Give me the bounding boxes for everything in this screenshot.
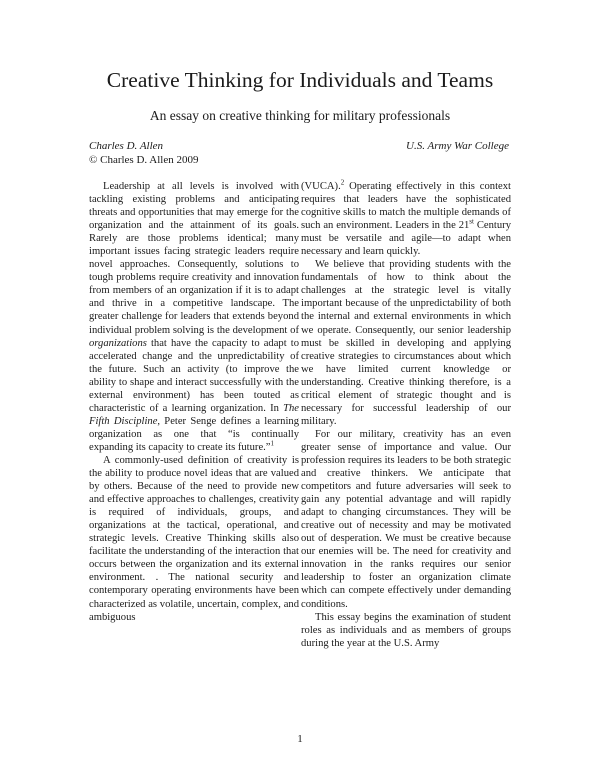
right-column [301, 180, 511, 650]
author-affiliation: U.S. Army War College [406, 140, 509, 152]
paragraph: A commonly-used definition of creativity is the ability to produce novel ideas that are valued by others. Because of the need to provide new and effective approaches to challenges, creativity is required of individuals, groups, and organizations at the tactical, operational, and strategic levels. Creative Thinking skills also facilitate the understanding of the interaction that occurs between the organization and its external environment. . The national security and contemporary operating environments have been characterized as volatile, uncertain, complex, and ambiguous [89, 454, 299, 623]
paragraph [301, 180, 511, 258]
document-subtitle: An essay on creative thinking for military professionals [149, 108, 451, 123]
copyright-notice: © Charles D. Allen 2009 [89, 154, 199, 166]
paragraph: We believe that providing students with the fundamentals of how to think about the challenges at the strategic level is vitally important because of the unpredictability of both the internal and external environments in which we operate. Consequently, our senior leadership must be skilled in developing and applying creative strategies to circumstances about which we have limited current knowledge or understanding. Creative thinking therefore, is a critical element of strategic thought and is necessary for successful leadership of our military. [301, 259, 511, 427]
footnote-ref: 2 [340, 178, 345, 187]
footnote-ref: 1 [270, 439, 274, 448]
text-run: that have the capacity to adapt to accelerated change and the unpredictability of the future. Such an activity (to improve the ability to shape and interact successfully with the external environment) has been touted as characteristic of a learning organization. In [89, 337, 299, 414]
book-title: The Fifth Discipline [89, 402, 299, 427]
ordinal-suffix: st [469, 217, 474, 226]
text-run: Leadership at all levels is involved with tackling existing problems and anticipating threats and opportunities that may emerge for the organization and the attainment of its goals. Rarely are those problems identical; many important issues facing strategic leaders require novel approaches. Consequently, solutions to tough problems require creativity and innovation from members of an organization if it is to adapt and thrive in a competitive landscape. The greater challenge for leaders that extends beyond individual problem solving is the development of [89, 181, 299, 336]
text-run: Century must be versatile and agile—to adapt when necessary and learn quickly. [301, 220, 511, 258]
document-title: Creative Thinking for Individuals and Teams [106, 68, 494, 92]
paragraph: For our military, creativity has an even greater sense of importance and value. Our profession requires its leaders to be both strategic and creative thinkers. We anticipate that competitors and future adversaries will seek to gain any potential advantage and will rapidly adapt to changing circumstances. They will be creative out of necessity and may be motivated out of desperation. We must be creative because our enemies will be. The need for creativity and innovation in the ranks requires our senior leadership to foster an organization climate which can compete effectively under demanding conditions. [301, 428, 511, 610]
text-run: Operating effectively in this context requires that leaders have the sophisticated cognitive skills to match the multiple demands of such an environment. Leaders in the 21 [301, 181, 511, 232]
left-column [89, 180, 299, 624]
paragraph: This essay begins the examination of student roles as individuals and as members of groups during the year at the U.S. Army [301, 611, 511, 649]
text-run: (VUCA). [301, 181, 341, 192]
author-name: Charles D. Allen [89, 140, 164, 152]
paragraph [89, 180, 299, 454]
page-number: 1 [297, 733, 303, 745]
emphasis: organizations [89, 337, 147, 349]
text-run: , Peter Senge defines a learning organization as one that “is continually expanding its capacity to create its future.” [89, 415, 299, 453]
